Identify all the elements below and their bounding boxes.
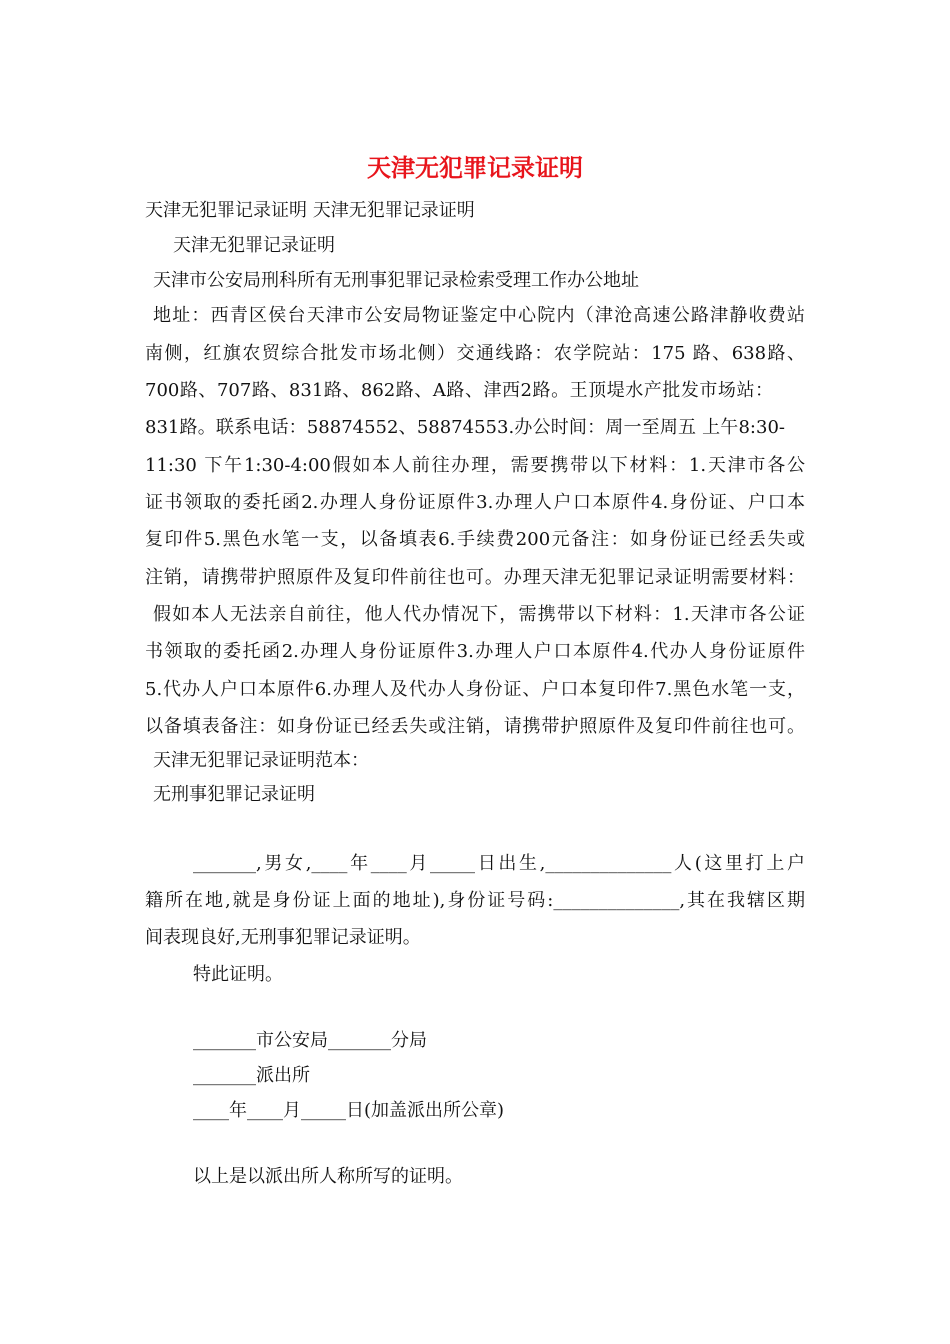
text-line: _______,男女,____年____月_____日出生,______________人(这里打上户: [193, 853, 805, 874]
text-line: 间表现良好,无刑事犯罪记录证明。: [145, 927, 421, 948]
text-line: 特此证明。: [193, 964, 283, 985]
document-title: 天津无犯罪记录证明: [367, 153, 583, 182]
text-line: 天津无犯罪记录证明 天津无犯罪记录证明: [145, 200, 475, 221]
signature-line: _______市公安局_______分局: [193, 1030, 427, 1051]
text-line: 天津无犯罪记录证明范本：: [153, 750, 369, 771]
text-line: 天津无犯罪记录证明: [173, 235, 335, 256]
date-line: ____年____月_____日(加盖派出所公章): [193, 1100, 505, 1121]
text-line: 书领取的委托函2.办理人身份证原件3.办理人户口本原件4.代办人身份证原件: [145, 641, 805, 662]
text-line: 复印件5.黑色水笔一支，以备填表6.手续费200元备注：如身份证已经丢失或: [145, 529, 805, 550]
closing-note: 以上是以派出所人称所写的证明。: [193, 1166, 463, 1187]
text-line: 天津市公安局刑科所有无刑事犯罪记录检索受理工作办公地址: [153, 270, 639, 291]
text-line: 南侧，红旗农贸综合批发市场北侧）交通线路：农学院站：175 路、638路、: [145, 343, 805, 364]
template-title: 无刑事犯罪记录证明: [153, 784, 315, 805]
text-line: 以备填表备注：如身份证已经丢失或注销，请携带护照原件及复印件前往也可。: [145, 716, 805, 737]
text-line: 地址：西青区侯台天津市公安局物证鉴定中心院内（津沧高速公路津静收费站: [153, 305, 805, 326]
text-line: 700路、707路、831路、862路、A路、津西2路。王顶堤水产批发市场站：: [145, 380, 773, 401]
text-line: 假如本人无法亲自前往，他人代办情况下，需携带以下材料：1.天津市各公证: [153, 604, 805, 625]
text-line: 5.代办人户口本原件6.办理人及代办人身份证、户口本复印件7.黑色水笔一支，: [145, 679, 805, 700]
text-line: 11:30 下午1:30-4:00假如本人前往办理，需要携带以下材料：1.天津市各公: [145, 455, 805, 476]
text-line: 籍所在地,就是身份证上面的地址),身份证号码:______________,其在我辖区期: [145, 890, 805, 911]
text-line: 注销，请携带护照原件及复印件前往也可。办理天津无犯罪记录证明需要材料：: [145, 567, 805, 588]
text-line: 831路。联系电话：58874552、58874553.办公时间：周一至周五 上午8:30-: [145, 417, 785, 438]
text-line: 证书领取的委托函2.办理人身份证原件3.办理人户口本原件4.身份证、户口本: [145, 492, 805, 513]
signature-line: _______派出所: [193, 1065, 310, 1086]
